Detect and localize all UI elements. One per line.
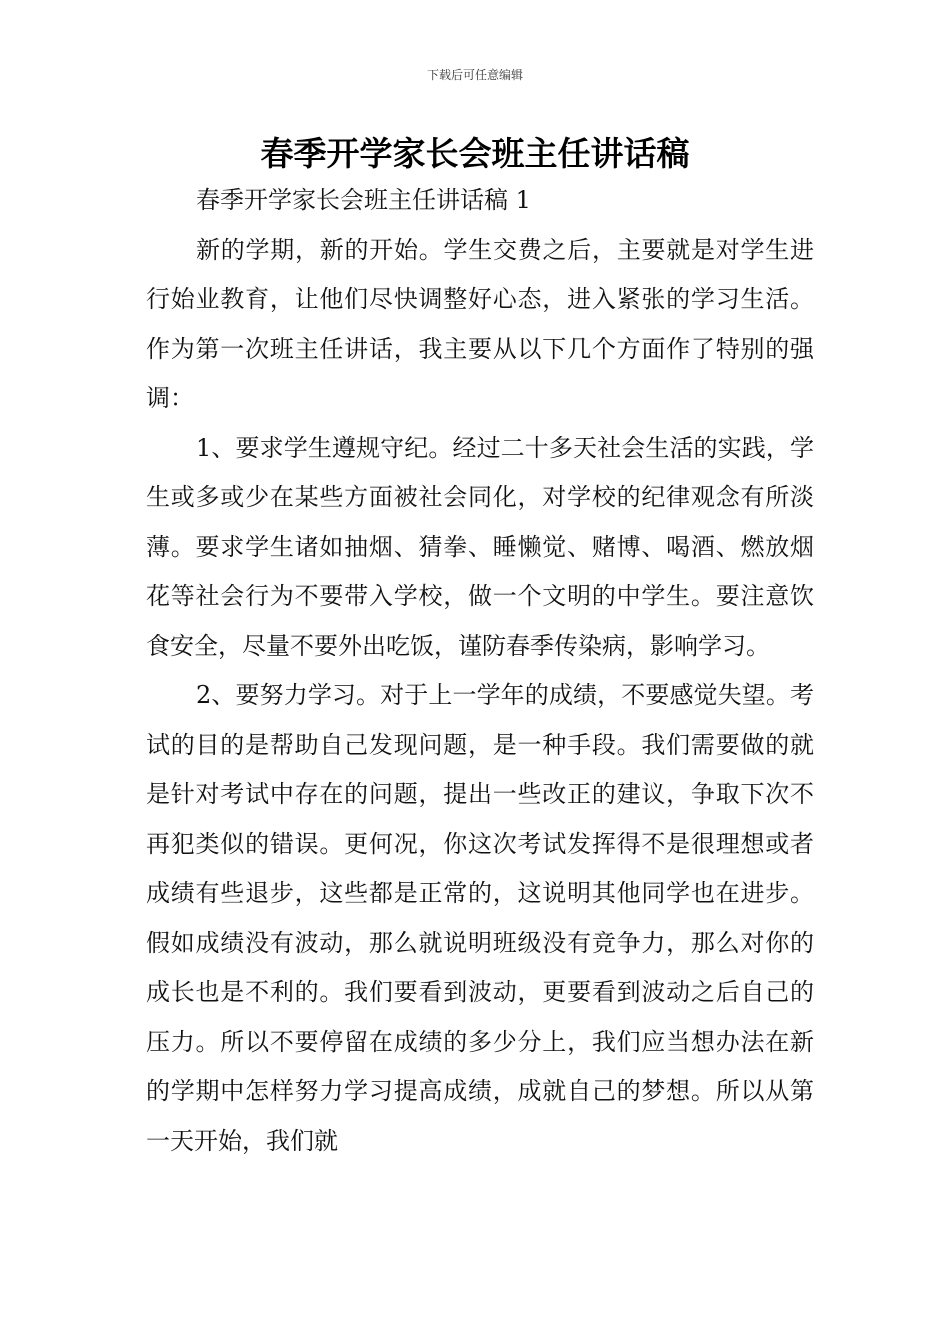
paragraph-intro: 新的学期，新的开始。学生交费之后，主要就是对学生进行始业教育，让他们尽快调整好心态，进入紧张的学习生活。作为第一次班主任讲话，我主要从以下几个方面作了特别的强调： [146,235,814,412]
paragraph-point-2: 2、要努力学习。对于上一学年的成绩，不要感觉失望。考试的目的是帮助自己发现问题，是一种手段。我们需要做的就是针对考试中存在的问题，提出一些改正的建议，争取下次不再犯类似的错误。更何况，你这次考试发挥得不是很理想或者成绩有些退步，这些都是正常的，这说明其他同学也在进步。假如成绩没有波动，那么就说明班级没有竞争力，那么对你的成长也是不利的。我们要看到波动，更要看到波动之后自己的压力。所以不要停留在成绩的多少分上，我们应当想办法在新的学期中怎样努力学习提高成绩，成就自己的梦想。所以从第一天开始，我们就 [146,681,814,1155]
header-note: 下载后可任意编辑 [426,68,523,82]
document-title: 春季开学家长会班主任讲话稿 [260,134,690,173]
document-subtitle: 春季开学家长会班主任讲话稿 1 [196,186,531,214]
document-body [146,176,814,1166]
paragraph-point-1: 1、要求学生遵规守纪。经过二十多天社会生活的实践，学生或多或少在某些方面被社会同化，对学校的纪律观念有所淡薄。要求学生诸如抽烟、猜拳、睡懒觉、赌博、喝酒、燃放烟花等社会行为不要带入学校，做一个文明的中学生。要注意饮食安全，尽量不要外出吃饭，谨防春季传染病，影响学习。 [146,433,814,660]
